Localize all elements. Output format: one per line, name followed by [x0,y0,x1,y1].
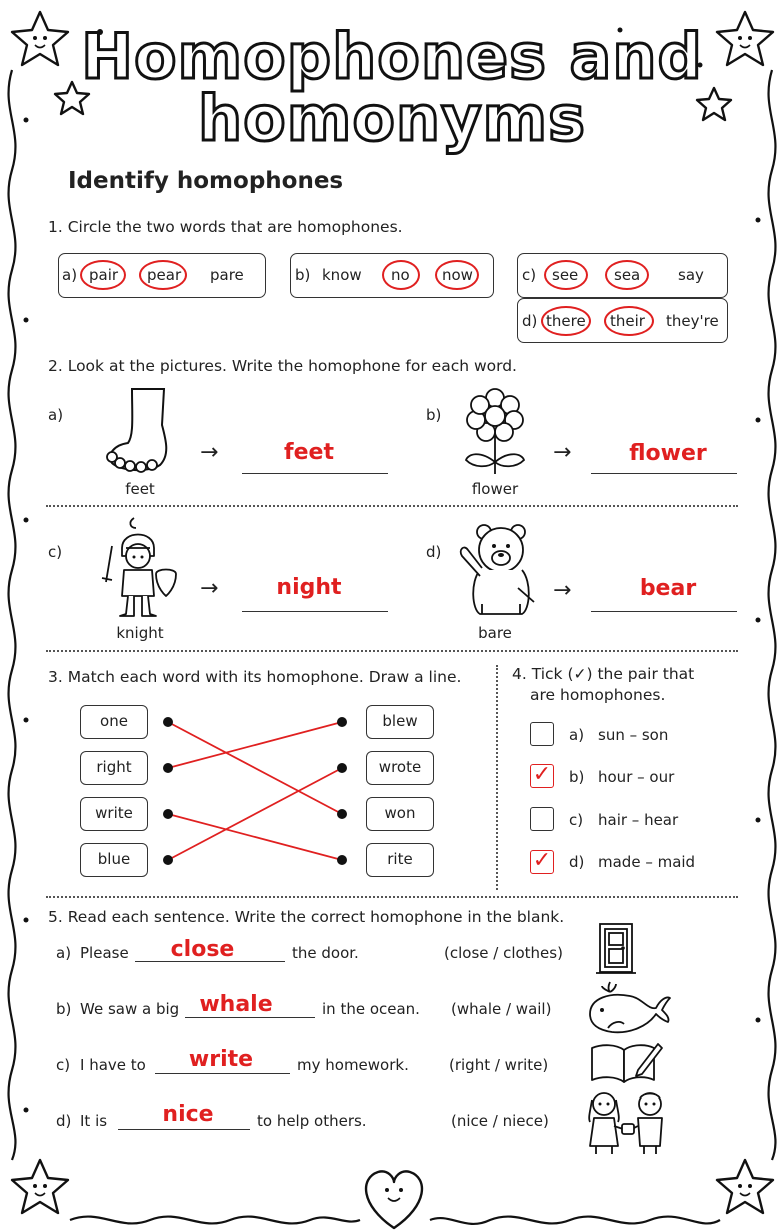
q2-label-a: a) [48,406,64,424]
q1-word: sea [614,266,641,284]
q5-sentence-end: to help others. [257,1112,367,1130]
tick-box[interactable] [530,807,554,831]
arrow-icon: → [553,578,572,603]
q2-answer-a[interactable]: feet [284,440,334,465]
q2-word-a: feet [125,480,155,498]
q4-option-text: sun – son [598,726,669,744]
q5-label: b) [56,1000,72,1018]
q5-answer[interactable]: nice [162,1102,214,1127]
q4-label: d) [569,853,585,871]
q1-word: their [610,312,645,330]
q1-word: pare [210,266,244,284]
q2-label-b: b) [426,406,442,424]
q2-label-c: c) [48,543,63,561]
q5-sentence-start: I have to [80,1056,146,1074]
whale-icon [586,978,672,1038]
q4-prompt-line2: are homophones. [530,686,666,704]
q1-word: pear [147,266,182,284]
answer-line [185,1017,315,1018]
tick-box[interactable] [530,722,554,746]
q1-word: there [546,312,586,330]
q4-prompt: 4. Tick (✓) the pair that [512,665,695,683]
q5-label: d) [56,1112,72,1130]
q4-label: b) [569,768,585,786]
q5-label: a) [56,944,72,962]
q1-label-b: b) [295,266,311,284]
tick-box-checked[interactable]: ✓ [530,850,554,874]
q1-word: say [678,266,704,284]
page-title: Homophones and [81,20,703,93]
match-dot[interactable] [337,855,347,865]
arrow-icon: → [553,440,572,465]
q2-answer-c[interactable]: night [276,575,342,600]
q5-answer[interactable]: write [188,1047,254,1072]
match-dot[interactable] [337,809,347,819]
q1-word: now [442,266,473,284]
q1-label-a: a) [62,266,78,284]
q5-label: c) [56,1056,71,1074]
q5-sentence-start: We saw a big [80,1000,180,1018]
match-dot[interactable] [337,763,347,773]
q1-word: know [322,266,362,284]
q5-choices: (whale / wail) [451,1000,552,1018]
arrow-icon: → [200,576,219,601]
q4-option-text: made – maid [598,853,696,871]
door-icon [596,922,636,976]
q1-word: no [391,266,410,284]
match-right-word: rite [366,843,434,877]
q2-prompt: 2. Look at the pictures. Write the homophone for each word. [48,357,517,375]
answer-line [118,1129,250,1130]
q5-sentence-end: my homework. [297,1056,409,1074]
q5-sentence-end: the door. [292,944,359,962]
match-dot[interactable] [163,855,173,865]
q2-answer-d[interactable]: bear [639,576,697,601]
q5-choices: (nice / niece) [451,1112,549,1130]
match-right-word: wrote [366,751,434,785]
section-heading: Identify homophones [68,168,344,194]
tick-box-checked[interactable]: ✓ [530,764,554,788]
arrow-icon: → [200,440,219,465]
q2-word-b: flower [471,480,519,498]
q4-label: a) [569,726,585,744]
q1-label-c: c) [522,266,537,284]
q5-answer[interactable]: close [170,937,235,962]
q2-word-c: knight [116,624,164,642]
q5-prompt: 5. Read each sentence. Write the correct homophone in the blank. [48,908,565,926]
q1-word: pair [89,266,119,284]
q5-choices: (right / write) [449,1056,549,1074]
match-left-word: one [80,705,148,739]
match-left-word: write [80,797,148,831]
page-title-line2: homonyms [198,82,586,155]
match-right-word: won [366,797,434,831]
match-left-word: right [80,751,148,785]
q4-option-text: hair – hear [598,811,679,829]
divider [46,896,738,898]
divider-vertical [496,665,498,890]
q1-prompt: 1. Circle the two words that are homophones. [48,218,403,236]
q5-sentence-start: Please [80,944,129,962]
match-dot[interactable] [163,763,173,773]
q2-word-d: bare [478,624,512,642]
match-right-word: blew [366,705,434,739]
answer-line [155,1073,290,1074]
q4-label: c) [569,811,584,829]
match-dot[interactable] [163,717,173,727]
q1-word: they're [666,312,719,330]
q2-answer-b[interactable]: flower [629,441,707,466]
q2-label-d: d) [426,543,442,561]
match-left-word: blue [80,843,148,877]
match-dot[interactable] [163,809,173,819]
kids-helping-icon [578,1088,678,1156]
q1-word: see [552,266,579,284]
q4-option-text: hour – our [598,768,675,786]
q5-sentence-end: in the ocean. [322,1000,420,1018]
match-dot[interactable] [337,717,347,727]
book-pencil-icon [588,1040,664,1086]
q5-answer[interactable]: whale [199,992,273,1017]
q5-sentence-start: It is [80,1112,108,1130]
q3-prompt: 3. Match each word with its homophone. Draw a line. [48,668,462,686]
q5-choices: (close / clothes) [444,944,563,962]
q1-label-d: d) [522,312,538,330]
